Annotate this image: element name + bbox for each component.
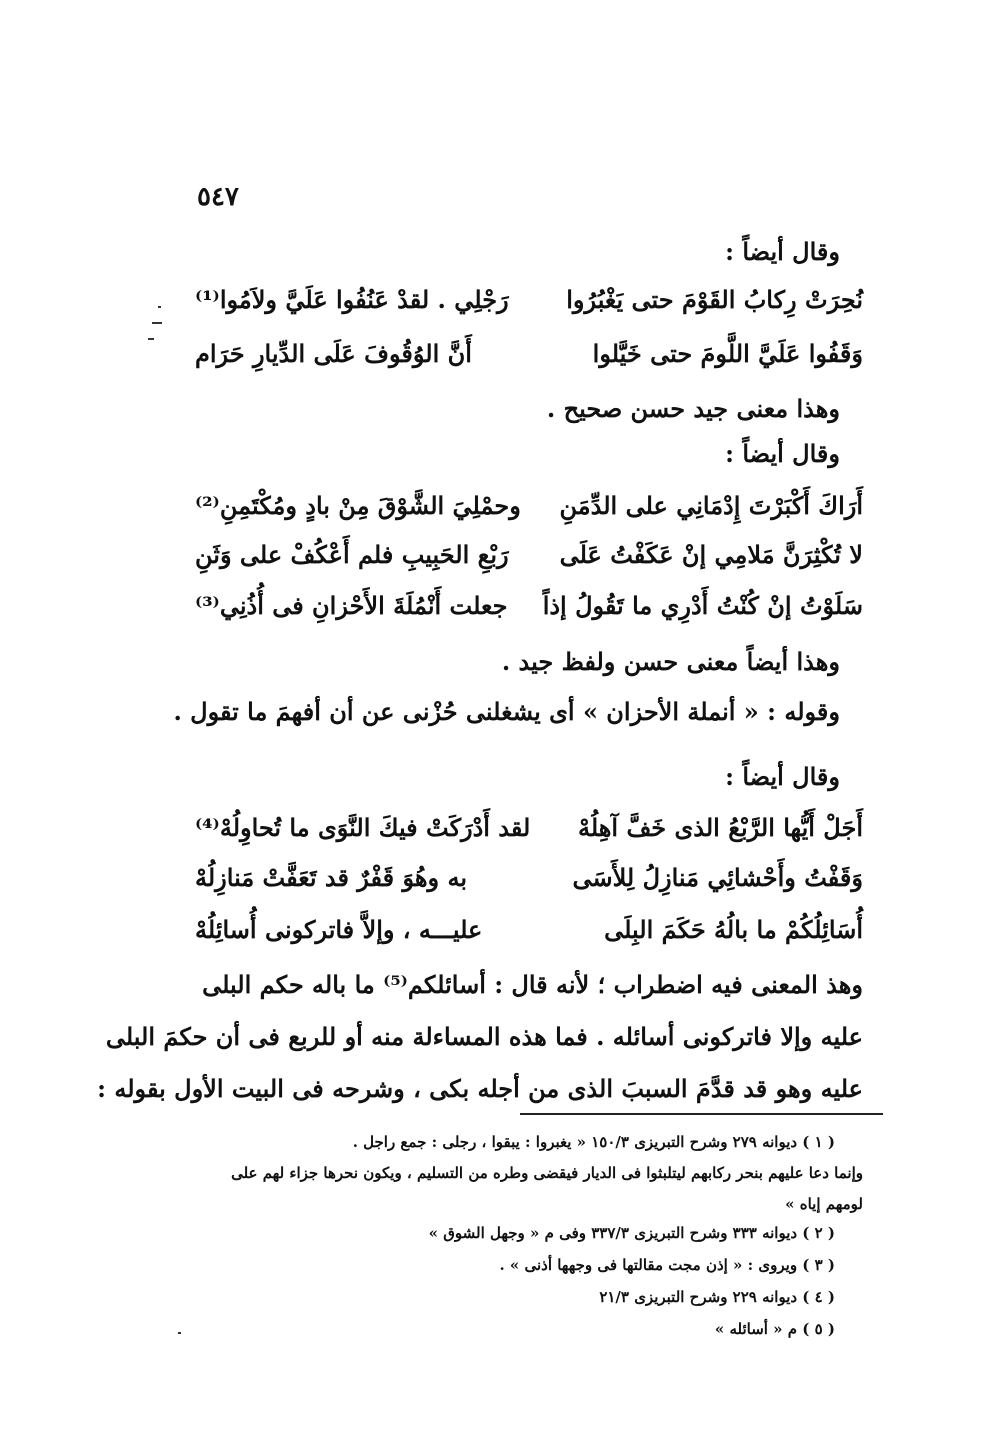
footnote-separator	[520, 1113, 883, 1115]
page-number: ٥٤٧	[197, 182, 239, 212]
verse-first-hemistich: أَرَاكَ أَكْبَرْتَ إِدْمَانِي على الدِّمَنِ	[559, 491, 863, 520]
verse-second-hemistich: جعلت أَنْمُلَةَ الأَحْزانِ فى أُذُنِي⁽³⁾	[195, 591, 508, 620]
verse-first-hemistich: نُحِرَتْ رِكابُ القَوْمَ حتى يَغْبُرُوا	[566, 285, 863, 314]
verse-line	[195, 285, 863, 318]
verse-first-hemistich: وَقَفْتُ وأَحْشائِي مَنازِلُ لِلأَسَى	[572, 863, 863, 892]
scan-speck	[178, 1332, 181, 1334]
footnote-continuation: لومهم إياه »	[785, 1195, 863, 1213]
paragraph-line: عليه وإلا فاتركونى أسائله . فما هذه المساءلة منه أو للربع فى أن حكمَ البلى	[105, 1022, 863, 1051]
verse-second-hemistich: رَجْلِي . لقدْ عَنُفُوا عَلَيَّ ولاَمُوا⁽¹⁾	[195, 285, 509, 314]
footnote: ( ٣ ) ويروى : « إذن مجت مقالتها فى وجهها أذنى » .	[499, 1256, 835, 1274]
verse-line	[195, 339, 863, 372]
paragraph-line: عليه وهو قد قدَّمَ السببَ الذى من أجله بكى ، وشرحه فى البيت الأول بقوله :	[97, 1074, 863, 1103]
verse-first-hemistich: وَقَفُوا عَلَيَّ اللَّومَ حتى خَيَّلوا	[592, 339, 863, 368]
verse-line	[195, 591, 863, 624]
footnote: ( ٥ ) م « أسائله »	[714, 1320, 835, 1338]
verse-second-hemistich: به وهُوَ قَفْرٌ قد تَعَفَّتْ مَنازِلُهْ	[195, 863, 468, 892]
intro-line: وقال أيضاً :	[725, 762, 840, 791]
verse-first-hemistich: أُسَائِلُكُمْ ما بالُهُ حَكَمَ البِلَى	[604, 915, 863, 944]
intro-line: وقال أيضاً :	[725, 237, 840, 266]
footnote: ( ٤ ) ديوانه ٢٢٩ وشرح التبريزى ٢١/٣	[599, 1288, 835, 1306]
scan-speck	[158, 306, 161, 308]
footnote: ( ٢ ) ديوانه ٣٣٣ وشرح التبريزى ٣٣٧/٣ وفى م « وجهل الشوق »	[428, 1224, 835, 1242]
verse-second-hemistich: عليـــه ، وإلاَّ فاتركونى أُسائِلُهْ	[195, 915, 483, 944]
footnote-continuation: وإنما دعا عليهم بنحر ركابهم ليتلبثوا فى الديار فيقضى وطره من التسليم ، ويكون نحرها جزاء لهم على	[231, 1164, 863, 1182]
verse-first-hemistich: سَلَوْتُ إنْ كُنْتُ أَدْرِي ما تَقُولُ إذاً	[542, 591, 863, 620]
verse-first-hemistich: لا تُكْثِرَنَّ مَلامِي إنْ عَكَفْتُ عَلَى	[559, 540, 863, 569]
verse-second-hemistich: رَبْعِ الحَبِيبِ فلم أَعْكُفْ على وَثَنِ	[195, 540, 509, 569]
verse-line	[195, 491, 863, 524]
verse-second-hemistich: أَنَّ الوُقُوفَ عَلَى الدِّيارِ حَرَام	[195, 339, 472, 368]
scan-speck	[148, 338, 154, 340]
footnote: ( ١ ) ديوانه ٢٧٩ وشرح التبريزى ١٥٠/٣ « يغبروا : يبقوا ، رجلى : جمع راجل .	[352, 1133, 835, 1151]
verse-second-hemistich: لقد أَدْرَكَتْ فيكَ النَّوَى ما تُحاوِلُهْ⁽⁴⁾	[195, 813, 531, 842]
verse-second-hemistich: وحمْلِيَ الشَّوْقَ مِنْ بادٍ ومُكْتَمِنِ⁽²⁾	[195, 491, 521, 520]
intro-line: وقال أيضاً :	[725, 439, 840, 468]
verse-line	[195, 540, 863, 573]
commentary-line: وقوله : « أنملة الأحزان » أى يشغلنى حُزْنى عن أن أفهمَ ما تقول .	[173, 697, 840, 726]
verse-line	[195, 915, 863, 948]
verse-line	[195, 863, 863, 896]
commentary-line: وهذا أيضاً معنى حسن ولفظ جيد .	[501, 647, 840, 676]
paragraph-line: وهذ المعنى فيه اضطراب ؛ لأنه قال : أسائلكم⁽⁵⁾ ما باله حكم البلى	[202, 970, 863, 999]
verse-line	[195, 813, 863, 846]
scan-speck	[152, 322, 162, 324]
verse-first-hemistich: أَجَلْ أَيُّها الرَّبْعُ الذى خَفَّ آهِلُهْ	[577, 813, 863, 842]
commentary-line: وهذا معنى جيد حسن صحيح .	[546, 394, 840, 423]
